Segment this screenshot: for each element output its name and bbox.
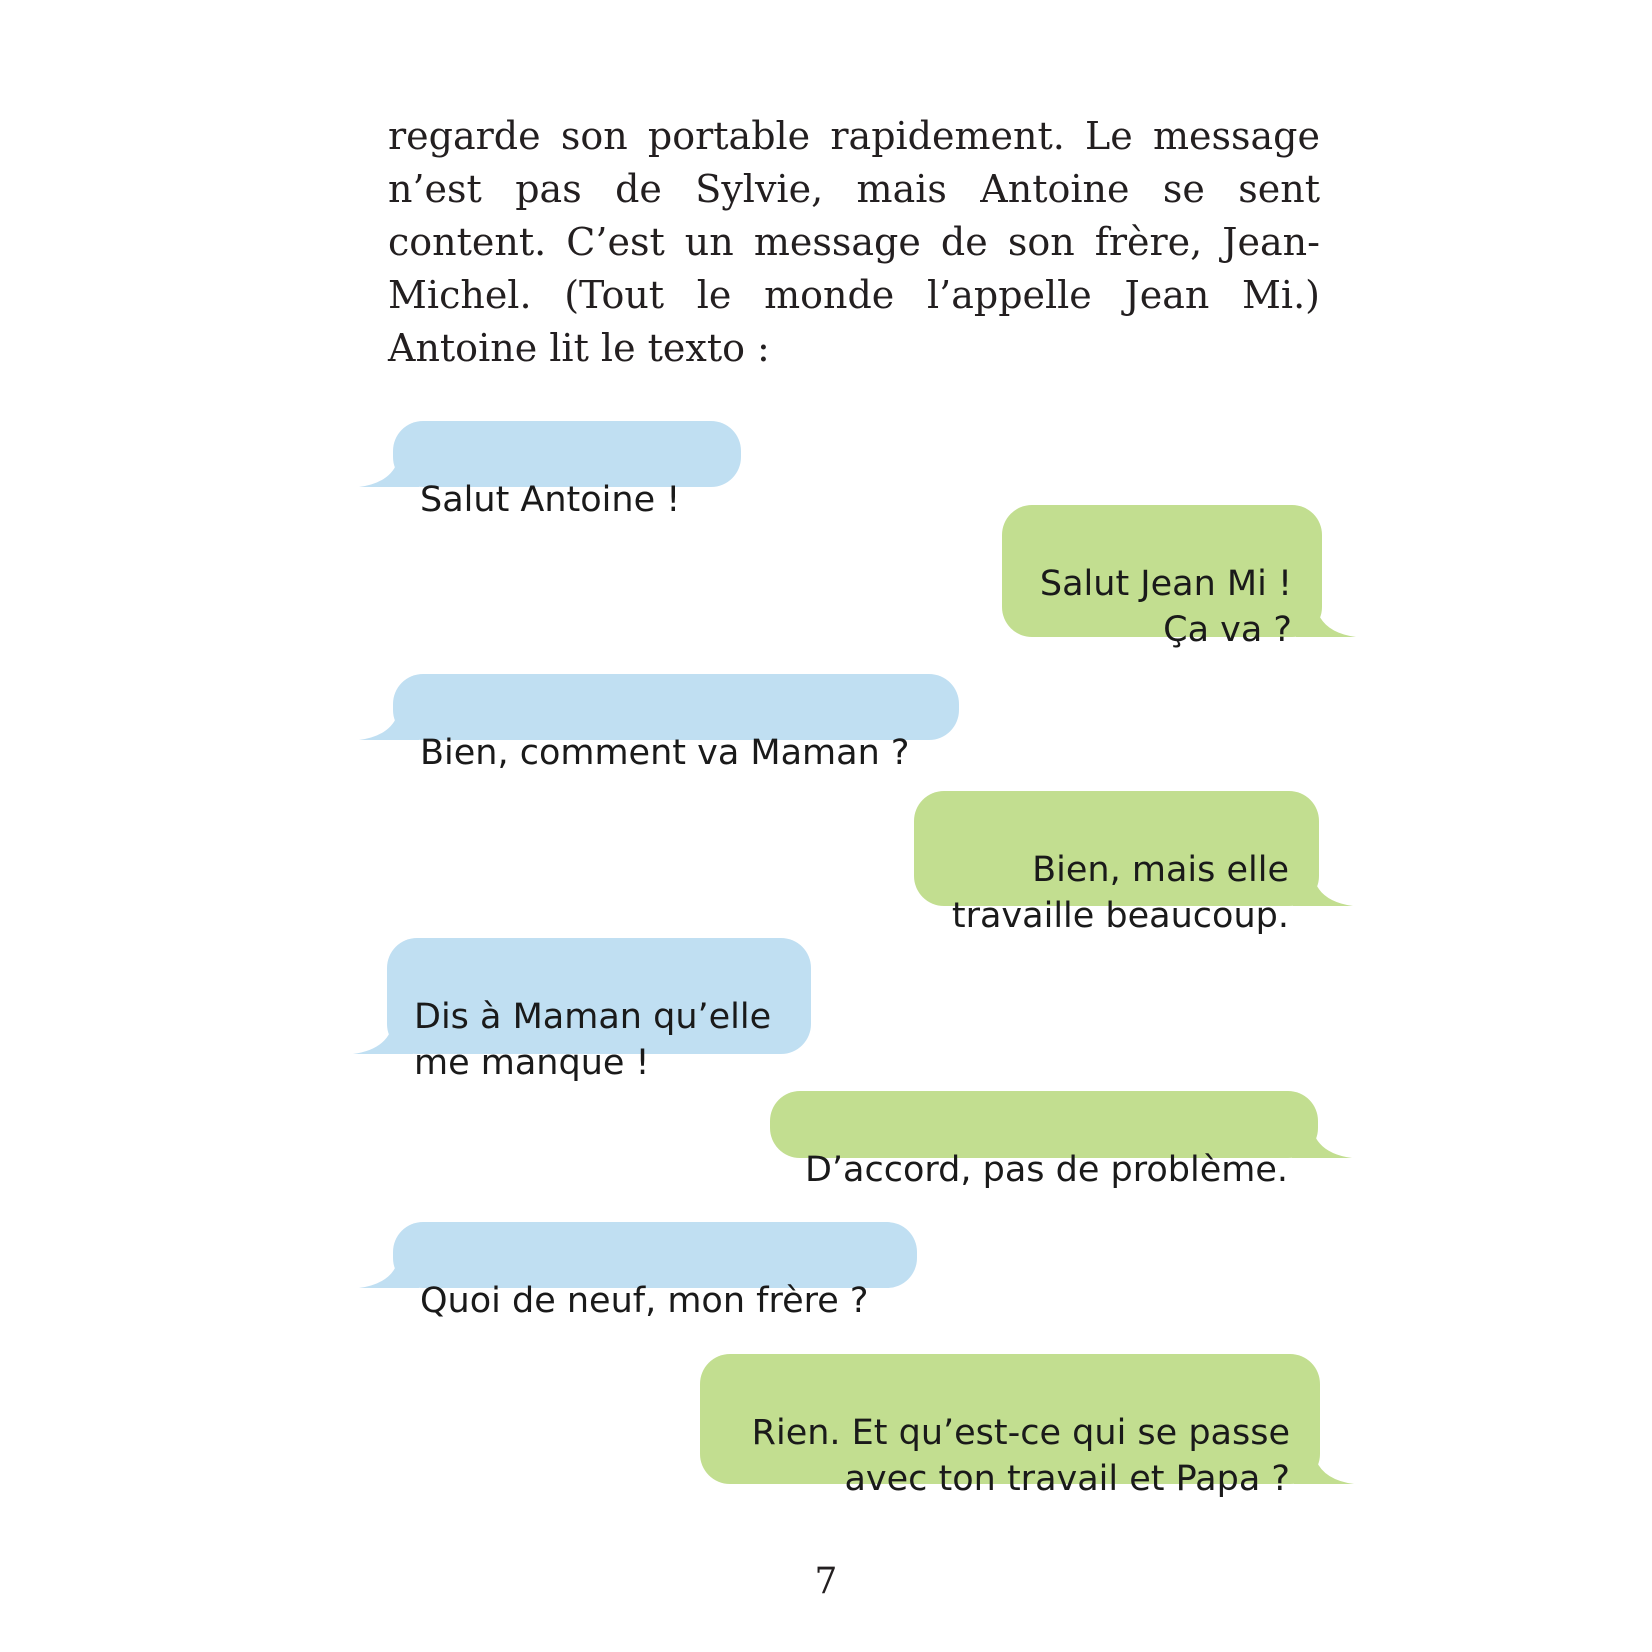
bubble-tail <box>1296 613 1356 637</box>
message-text: Quoi de neuf, mon frère ? <box>420 1281 869 1321</box>
message-bubble-received <box>387 938 811 1083</box>
bubble-tail <box>359 716 419 740</box>
message-bubble-sent <box>1002 505 1322 650</box>
message-text: Rien. Et qu’est-ce qui se passe avec ton travail et Papa ? <box>751 1413 1290 1499</box>
message-text: Salut Antoine ! <box>420 480 681 520</box>
page-number: 7 <box>814 1561 838 1602</box>
bubble-tail <box>1292 1134 1352 1158</box>
message-text: Dis à Maman qu’elle me manque ! <box>414 997 772 1083</box>
message-bubble-received <box>393 674 959 773</box>
message-text: Bien, comment va Maman ? <box>420 733 910 773</box>
message-bubble-received <box>393 1222 917 1321</box>
bubble-tail <box>359 1264 419 1288</box>
bubble-tail <box>1294 1460 1354 1484</box>
bubble-tail <box>353 1030 413 1054</box>
bubble-tail <box>1293 882 1353 906</box>
message-text: D’accord, pas de problème. <box>804 1150 1288 1190</box>
message-text: Bien, mais elle travaille beaucoup. <box>951 850 1289 936</box>
message-bubble-sent <box>914 791 1319 936</box>
message-text: Salut Jean Mi ! Ça va ? <box>1039 564 1292 650</box>
message-bubble-sent <box>770 1091 1318 1190</box>
bubble-tail <box>359 463 419 487</box>
narrative-paragraph: regarde son portable rapidement. Le message n’est pas de Sylvie, mais Antoine se sent content. C’est un message de son frère, Jean-Michel. (Tout le monde l’appelle Jean Mi.) Antoine lit le texto : <box>388 114 1320 370</box>
message-bubble-sent <box>700 1354 1320 1499</box>
message-bubble-received <box>393 421 741 520</box>
